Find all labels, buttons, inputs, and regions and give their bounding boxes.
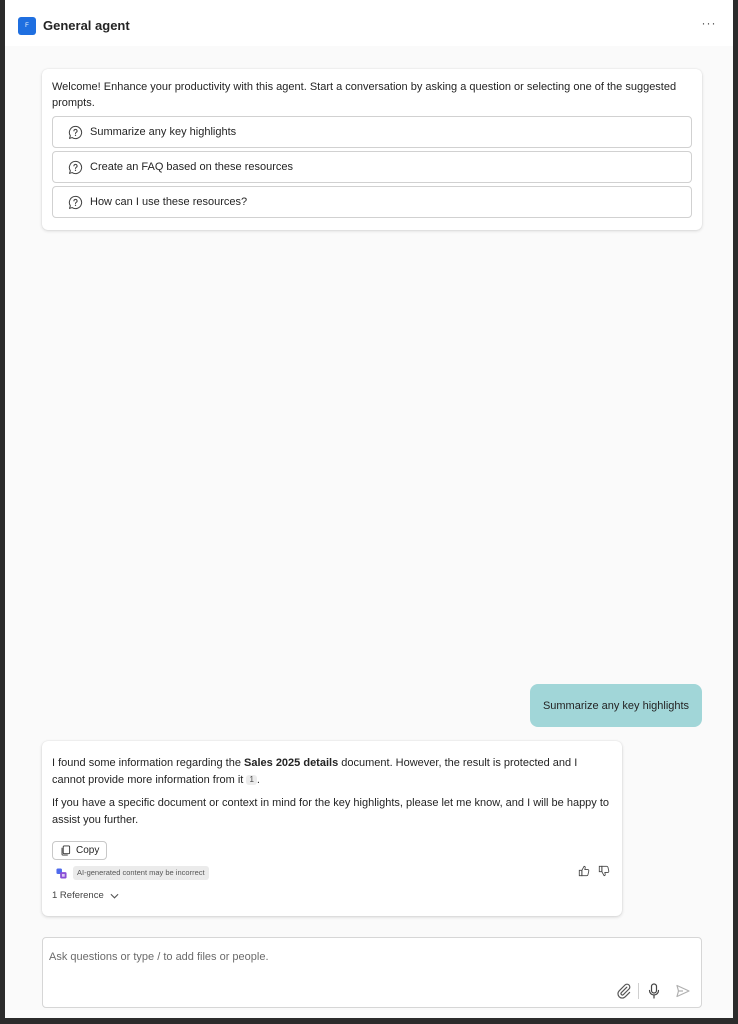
agent-logo-letter: F — [25, 23, 29, 29]
copy-icon — [60, 845, 71, 856]
divider — [638, 983, 639, 999]
copilot-icon — [56, 868, 67, 879]
feedback-controls — [578, 865, 610, 877]
suggested-prompt-label: How can I use these resources? — [90, 196, 248, 208]
send-icon — [675, 983, 691, 999]
microphone-icon — [647, 983, 661, 999]
user-message-bubble — [530, 684, 702, 727]
app-window — [5, 0, 733, 1018]
ai-disclaimer-row — [56, 865, 209, 881]
thumbs-down-button[interactable] — [598, 865, 610, 877]
references-label: 1 Reference — [52, 890, 104, 901]
suggested-prompt-label: Summarize any key highlights — [90, 126, 237, 138]
welcome-text: Welcome! Enhance your productivity with this agent. Start a conversation by asking a question or selecting one of the suggested prompts. — [52, 81, 677, 109]
agent-response-card — [42, 741, 622, 916]
header-bar — [5, 0, 733, 46]
user-message-text: Summarize any key highlights — [542, 699, 690, 712]
message-input[interactable] — [49, 948, 689, 966]
ai-disclaimer-badge: AI-generated content may be incorrect — [73, 866, 209, 880]
chat-help-icon — [68, 160, 83, 175]
thumbs-down-icon — [598, 865, 610, 877]
composer-actions — [616, 983, 691, 999]
suggested-prompt-label: Create an FAQ based on these resources — [90, 161, 294, 173]
response-paragraph — [52, 755, 612, 788]
copy-label: Copy — [76, 845, 100, 856]
microphone-button[interactable] — [647, 983, 661, 999]
chat-help-icon — [68, 195, 83, 210]
response-text: . — [256, 773, 260, 786]
paperclip-icon — [616, 983, 632, 999]
chevron-down-icon — [110, 893, 119, 899]
attach-button[interactable] — [616, 983, 632, 999]
document-name: Sales 2025 details — [244, 757, 339, 769]
chat-area[interactable] — [5, 46, 733, 1018]
thumbs-up-button[interactable] — [578, 865, 590, 877]
send-button[interactable] — [675, 983, 691, 999]
suggested-prompts — [52, 116, 692, 218]
suggested-prompt-button[interactable] — [52, 116, 692, 148]
page-title: General agent — [43, 18, 130, 33]
message-composer — [42, 937, 702, 1008]
agent-logo — [18, 17, 36, 35]
welcome-card — [42, 69, 702, 230]
citation-marker[interactable]: 1 — [246, 775, 256, 785]
thumbs-up-icon — [578, 865, 590, 877]
response-text: I found some information regarding the — [52, 757, 245, 769]
references-toggle[interactable] — [52, 890, 119, 901]
chat-help-icon — [68, 125, 83, 140]
copy-button[interactable] — [52, 841, 107, 860]
response-text: document. However, the result is protected and I cannot provide more information from it — [52, 757, 578, 786]
more-options-button[interactable]: ··· — [701, 16, 717, 30]
response-paragraph: If you have a specific document or context in mind for the key highlights, please let me know, and I will be happy to assist you further. — [52, 797, 610, 826]
suggested-prompt-button[interactable] — [52, 186, 692, 218]
suggested-prompt-button[interactable] — [52, 151, 692, 183]
